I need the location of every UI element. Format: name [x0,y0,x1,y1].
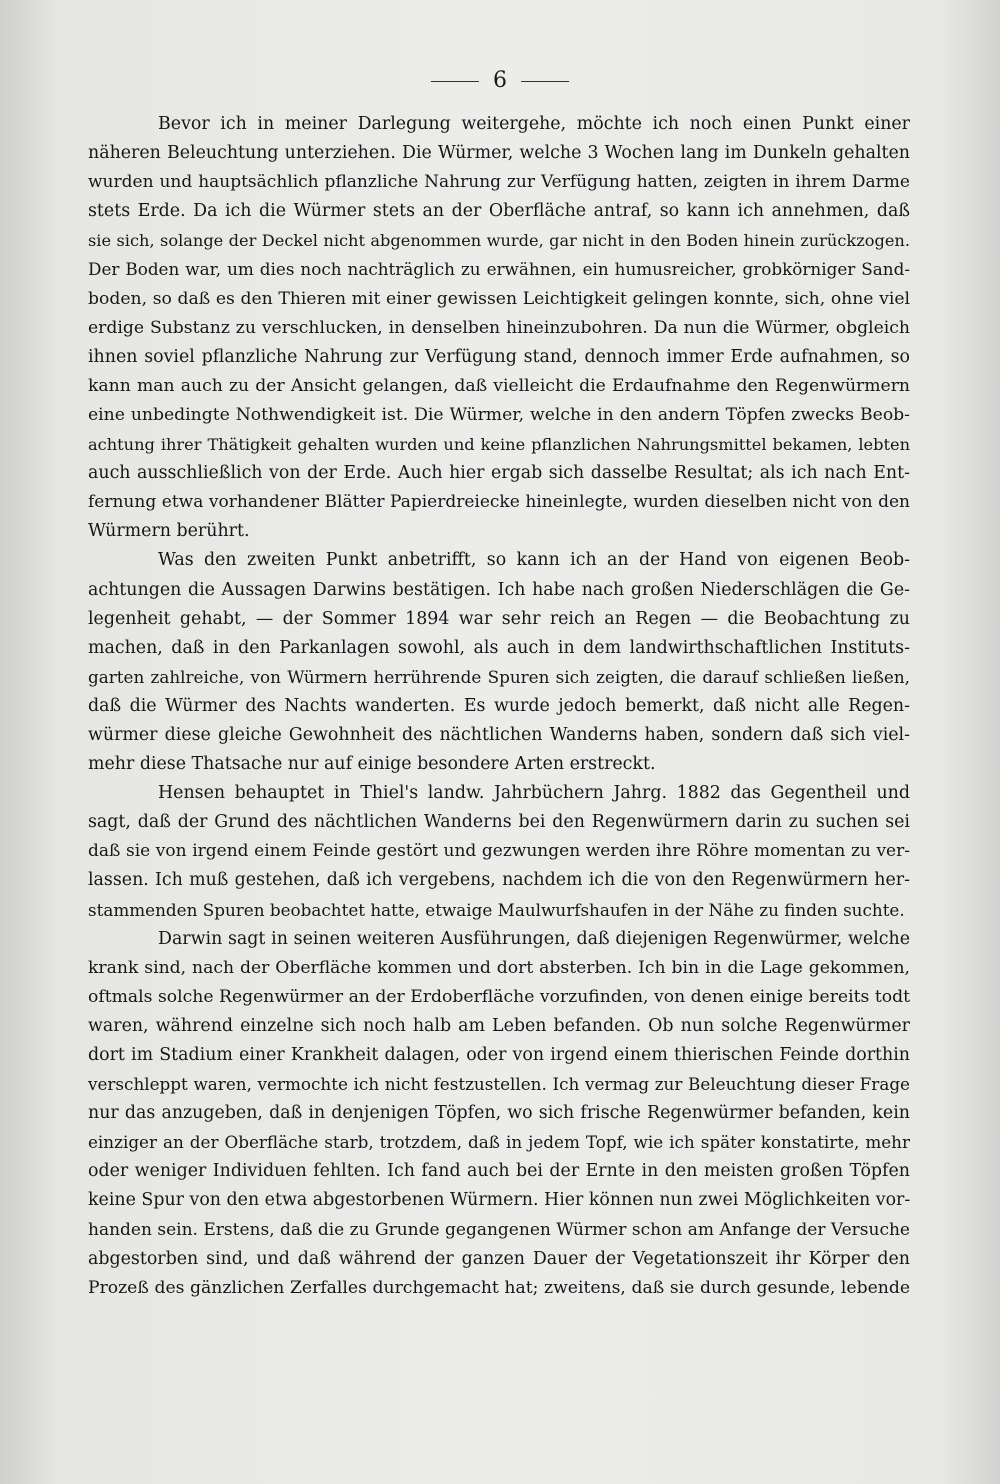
text-line: einziger an der Oberfläche starb, trotzdem, daß in jedem Topf, wie ich später konstatirte, mehr [88,1132,910,1153]
text-line: Darwin sagt in seinen weiteren Ausführungen, daß diejenigen Regenwürmer, welche [158,928,910,949]
text-line: sagt, daß der Grund des nächtlichen Wanderns bei den Regenwürmern darin zu suchen sei [88,812,910,833]
text-line: achtungen die Aussagen Darwins bestätigen. Ich habe nach großen Niederschlägen die Ge- [88,579,910,600]
text-line: stets Erde. Da ich die Würmer stets an der Oberfläche antraf, so kann ich annehmen, daß [88,201,910,222]
text-line: näheren Beleuchtung unterziehen. Die Würmer, welche 3 Wochen lang im Dunkeln gehalten [88,143,910,164]
text-line: machen, daß in den Parkanlagen sowohl, als auch in dem landwirthschaftlichen Instituts- [88,637,910,658]
text-line: dort im Stadium einer Krankheit dalagen, oder von irgend einem thierischen Feinde dorthin [88,1045,910,1065]
page-number: 6 [493,68,507,93]
text-line: abgestorben sind, und daß während der ganzen Dauer der Vegetationszeit ihr Körper den [88,1248,910,1269]
text-line: sie sich, solange der Deckel nicht abgenommen wurde, gar nicht in den Boden hinein zurückzogen. [88,231,910,251]
text-line: Prozeß des gänzlichen Zerfalles durchgemacht hat; zweitens, daß sie durch gesunde, lebende [88,1277,910,1298]
text-line: erdige Substanz zu verschlucken, in denselben hineinzubohren. Da nun die Würmer, obgleich [88,317,910,338]
header-rule-right [521,81,569,82]
text-line: mehr diese Thatsache nur auf einige besondere Arten erstreckt. [88,754,656,775]
text-line: eine unbedingte Nothwendigkeit ist. Die Würmer, welche in den andern Töpfen zwecks Beob- [88,404,910,425]
text-line: oftmals solche Regenwürmer an der Erdoberfläche vorzufinden, von denen einige bereits todt [88,986,910,1007]
text-line: daß sie von irgend einem Feinde gestört und gezwungen werden ihre Röhre momentan zu ver- [88,841,910,862]
text-line: Der Boden war, um dies noch nachträglich zu erwähnen, ein humusreicher, grobkörniger Sand- [88,259,910,280]
text-line: krank sind, nach der Oberfläche kommen und dort absterben. Ich bin in die Lage gekommen, [88,957,910,978]
text-line: oder weniger Individuen fehlten. Ich fand auch bei der Ernte in den meisten großen Töpfen [88,1161,910,1182]
text-line: Bevor ich in meiner Darlegung weitergehe, möchte ich noch einen Punkt einer [158,114,910,134]
text-line: keine Spur von den etwa abgestorbenen Würmern. Hier können nun zwei Möglichkeiten vor- [88,1190,910,1211]
text-line: garten zahlreiche, von Würmern herrührende Spuren sich zeigten, die darauf schließen ließen, [88,666,910,687]
text-line: verschleppt waren, vermochte ich nicht festzustellen. Ich vermag zur Beleuchtung dieser Frage [88,1074,910,1095]
page-header [0,68,1000,93]
text-line: lassen. Ich muß gestehen, daß ich vergebens, nachdem ich die von den Regenwürmern her- [88,870,910,891]
text-line: auch ausschließlich von der Erde. Auch hier ergab sich dasselbe Resultat; als ich nach Ent- [88,463,910,484]
text-line: boden, so daß es den Thieren mit einer gewissen Leichtigkeit gelingen konnte, sich, ohne viel [88,288,910,309]
text-line: ihnen soviel pflanzliche Nahrung zur Verfügung stand, dennoch immer Erde aufnahmen, so [88,346,910,367]
text-line: würmer diese gleiche Gewohnheit des nächtlichen Wanderns haben, sondern daß sich viel- [88,724,910,745]
text-line: achtung ihrer Thätigkeit gehalten wurden und keine pflanzlichen Nahrungsmittel bekamen, lebten [88,435,910,455]
text-line: stammenden Spuren beobachtet hatte, etwaige Maulwurfshaufen in der Nähe zu finden suchte. [88,899,905,920]
text-line: handen sein. Erstens, daß die zu Grunde gegangenen Würmer schon am Anfange der Versuche [88,1219,910,1240]
text-line: Würmern berührt. [88,521,250,542]
text-line: Hensen behauptet in Thiel's landw. Jahrbüchern Jahrg. 1882 das Gegentheil und [158,783,910,804]
text-line: legenheit gehabt, — der Sommer 1894 war sehr reich an Regen — die Beobachtung zu [88,608,910,629]
text-line: kann man auch zu der Ansicht gelangen, daß vielleicht die Erdaufnahme den Regenwürmern [88,375,910,396]
text-line: fernung etwa vorhandener Blätter Papierdreiecke hineinlegte, wurden dieselben nicht von den [88,492,910,513]
text-line: daß die Würmer des Nachts wanderten. Es wurde jedoch bemerkt, daß nicht alle Regen- [88,695,910,716]
text-line: Was den zweiten Punkt anbetrifft, so kann ich an der Hand von eigenen Beob- [158,550,910,571]
body-text [88,110,910,1303]
text-line: waren, während einzelne sich noch halb am Leben befanden. Ob nun solche Regenwürmer [88,1015,910,1036]
text-line: wurden und hauptsächlich pflanzliche Nahrung zur Verfügung hatten, zeigten in ihrem Darme [88,172,910,193]
text-line: nur das anzugeben, daß in denjenigen Töpfen, wo sich frische Regenwürmer befanden, kein [88,1103,910,1124]
header-rule-left [431,81,479,82]
